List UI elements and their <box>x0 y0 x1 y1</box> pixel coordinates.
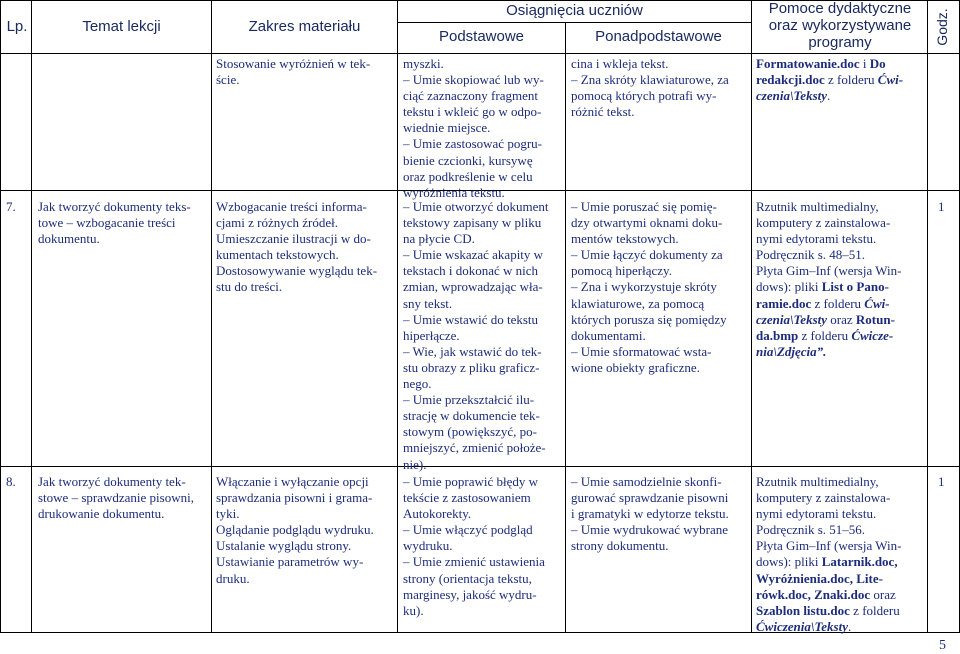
cell-line: strony dokumentu. <box>571 538 669 554</box>
cell-line: – Umie skopiować lub wy- <box>403 72 544 88</box>
pomoce-fragment: . <box>827 88 831 104</box>
cell-line: Ustawianie parametrów wy- <box>216 554 364 570</box>
pomoce-line: nia\Zdjęcia”. <box>756 343 827 359</box>
cell-line: stowe – sprawdzanie pisowni, <box>38 490 194 506</box>
pomoce-line: dows): pliki Latarnik.doc, <box>756 554 898 570</box>
cell-line: – Zna skróty klawiaturowe, za <box>571 72 729 88</box>
cell-line: na płycie CD. <box>403 231 475 247</box>
cell-line: – Zna i wykorzystuje skróty <box>571 279 717 295</box>
row0-pomoce <box>756 56 926 104</box>
cell-line: sny tekst. <box>403 295 453 311</box>
cell-line: druku. <box>216 570 250 586</box>
cell-line: cina i wkleja tekst. <box>571 56 669 71</box>
cell-line: – Umie wstawić do tekstu <box>403 311 539 327</box>
cell-line: dokumentu. <box>38 231 100 247</box>
pomoce-line: rówk.doc, Znaki.doc oraz <box>756 586 896 602</box>
pomoce-fragment: i <box>859 56 870 71</box>
cell-line: Jak tworzyć dokumenty teks- <box>38 199 191 214</box>
row1-temat <box>38 199 210 247</box>
header-lp: Lp. <box>6 18 28 35</box>
cell-line: Stosowanie wyróżnień w tek- <box>216 56 371 71</box>
pomoce-line: Rzutnik multimedialny, <box>756 199 879 214</box>
cell-line: których porusza się pomiędzy <box>571 311 727 327</box>
row2-pomoce <box>756 474 926 635</box>
pomoce-fragment: Formatowanie.doc <box>756 56 860 71</box>
cell-line: myszki. <box>403 56 444 71</box>
pomoce-line: Podręcznik s. 51–56. <box>756 522 866 538</box>
cell-line: kumentach tekstowych. <box>216 247 339 263</box>
pomoce-line: Płyta Gim–Inf (wersja Win- <box>756 538 902 554</box>
header-podstawowe: Podstawowe <box>438 28 525 45</box>
pomoce-line: Ćwiczenia\Teksty. <box>756 618 852 634</box>
header-zakres: Zakres materiału <box>248 18 361 35</box>
cell-line: różnić tekst. <box>571 104 635 120</box>
cell-line: dzy otwartymi oknami doku- <box>571 215 723 231</box>
cell-line: stu obrazy z pliku graficz- <box>403 359 540 375</box>
pomoce-line: nymi edytorami tekstu. <box>756 231 877 247</box>
cell-line: tekstu i wkleić go w odpo- <box>403 104 542 120</box>
cell-line: klawiaturowe, za pomocą <box>571 295 705 311</box>
cell-line: Dostosowywanie wyglądu tek- <box>216 263 378 279</box>
pomoce-fragment: Do <box>869 56 886 71</box>
row1-podstawowe <box>403 199 565 473</box>
row1-ponadpodstawowe <box>571 199 751 376</box>
cell-line: pomocą hiperłączy. <box>571 263 672 279</box>
cell-line: tekstowy zapisany w pliku <box>403 215 542 231</box>
pomoce-line: dows): pliki List o Pano- <box>756 279 889 295</box>
cell-line: – Umie zastosować pogru- <box>403 136 542 152</box>
cell-line: wyróżnienia tekstu. <box>403 184 505 200</box>
pomoce-line: nymi edytorami tekstu. <box>756 506 877 522</box>
cell-line: – Umie łączyć dokumenty za <box>571 247 723 263</box>
pomoce-line: Szablon listu.doc z folderu <box>756 602 900 618</box>
pomoce-line: Płyta Gim–Inf (wersja Win- <box>756 263 902 279</box>
pomoce-line: komputery z zainstalowa- <box>756 215 891 231</box>
cell-line: cjami z różnych źródeł. <box>216 215 338 231</box>
cell-line: wydruku. <box>403 538 453 554</box>
cell-line: wiednie miejsce. <box>403 120 491 136</box>
pomoce-line: Podręcznik s. 48–51. <box>756 247 866 263</box>
cell-line: tekstach i dokonać w nich <box>403 263 539 279</box>
header-pomoce: Pomoce dydaktyczne oraz wykorzystywane programy <box>768 0 912 51</box>
cell-line: strony (orientacja tekstu, <box>403 570 532 586</box>
cell-line: – Umie otworzyć dokument <box>403 199 549 214</box>
cell-line: mentów tekstowych. <box>571 231 679 247</box>
cell-line: Autokorekty. <box>403 506 472 522</box>
cell-line: – Umie przekształcić ilu- <box>403 392 535 408</box>
cell-line: nie). <box>403 456 427 472</box>
cell-line: ciąć zaznaczony fragment <box>403 88 538 104</box>
row0-ponadpodstawowe <box>571 56 751 120</box>
cell-line: ku). <box>403 602 424 618</box>
cell-line: tyki. <box>216 506 240 522</box>
cell-line: i gramatyki w edytorze tekstu. <box>571 506 729 522</box>
row2-lp: 8. <box>6 474 16 489</box>
cell-line: Umieszczanie ilustracji w do- <box>216 231 371 247</box>
row2-godz: 1 <box>938 474 945 489</box>
cell-line: sprawdzania pisowni i grama- <box>216 490 373 506</box>
cell-line: drukowanie dokumentu. <box>38 506 165 522</box>
cell-line: – Wie, jak wstawić do tek- <box>403 343 542 359</box>
cell-line: pomocą których potrafi wy- <box>571 88 717 104</box>
pomoce-fragment: redakcji.doc <box>756 72 825 88</box>
cell-line: mniejszyć, zmienić położe- <box>403 440 546 456</box>
cell-line: marginesy, jakość wydru- <box>403 586 537 602</box>
cell-line: Oglądanie podglądu wydruku. <box>216 522 374 538</box>
cell-line: towe – wzbogacanie treści <box>38 215 176 231</box>
cell-line: stowym (powiększyć, po- <box>403 424 537 440</box>
header-ponadpodstawowe: Ponadpodstawowe <box>595 28 722 45</box>
cell-line: bienie czcionki, kursywę <box>403 152 533 168</box>
cell-line: – Umie poprawić błędy w <box>403 474 539 489</box>
pomoce-fragment: czenia\Teksty <box>756 88 828 104</box>
cell-line: – Umie zmienić ustawienia <box>403 554 545 570</box>
cell-line: – Umie samodzielnie skonfi- <box>571 474 722 489</box>
pomoce-fragment: Ćwi- <box>877 72 904 88</box>
cell-line: dokumentami. <box>571 327 646 343</box>
cell-line: ście. <box>216 72 240 88</box>
header-godz: Godz. <box>934 8 950 46</box>
cell-line: hiperłącze. <box>403 327 460 343</box>
cell-line: Ustalanie wyglądu strony. <box>216 538 352 554</box>
cell-line: nego. <box>403 376 432 392</box>
cell-line: – Umie wskazać akapity w <box>403 247 544 263</box>
cell-line: stu do treści. <box>216 279 283 295</box>
row1-pomoce <box>756 199 926 360</box>
cell-line: gurować sprawdzanie pisowni <box>571 490 729 506</box>
row2-ponadpodstawowe <box>571 474 751 554</box>
row1-lp: 7. <box>6 199 16 214</box>
cell-line: – Umie wydrukować wybrane <box>571 522 729 538</box>
row0-podstawowe <box>403 56 565 201</box>
row2-zakres <box>216 474 396 587</box>
cell-line: – Umie włączyć podgląd <box>403 522 533 538</box>
cell-line: zmian, wprowadzając wła- <box>403 279 543 295</box>
row2-podstawowe <box>403 474 565 619</box>
cell-line: Wzbogacanie treści informa- <box>216 199 367 214</box>
pomoce-line: Rzutnik multimedialny, <box>756 474 879 489</box>
cell-line: Jak tworzyć dokumenty tek- <box>38 474 186 489</box>
page-number: 5 <box>939 638 946 653</box>
header-osiagniecia: Osiągnięcia uczniów <box>506 2 643 19</box>
row1-godz: 1 <box>938 199 945 214</box>
pomoce-line: komputery z zainstalowa- <box>756 490 891 506</box>
cell-line: tekście z zastosowaniem <box>403 490 531 506</box>
row0-zakres <box>216 56 396 88</box>
cell-line: Włączanie i wyłączanie opcji <box>216 474 369 489</box>
header-temat: Temat lekcji <box>82 18 161 35</box>
pomoce-fragment: z folderu <box>824 72 878 88</box>
pomoce-line: ramie.doc z folderu Ćwi- <box>756 295 890 311</box>
cell-line: – Umie poruszać się pomię- <box>571 199 717 214</box>
pomoce-line: czenia\Teksty oraz Rotun- <box>756 311 895 327</box>
pomoce-line: Wyróżnienia.doc, Lite- <box>756 570 883 586</box>
row1-zakres <box>216 199 396 296</box>
cell-line: wione obiekty graficzne. <box>571 359 700 375</box>
cell-line: – Umie sformatować wsta- <box>571 343 712 359</box>
cell-line: strację w dokumencie tek- <box>403 408 540 424</box>
pomoce-line: da.bmp z folderu Ćwicze- <box>756 327 894 343</box>
cell-line: oraz podkreślenie w celu <box>403 168 533 184</box>
row2-temat <box>38 474 210 522</box>
